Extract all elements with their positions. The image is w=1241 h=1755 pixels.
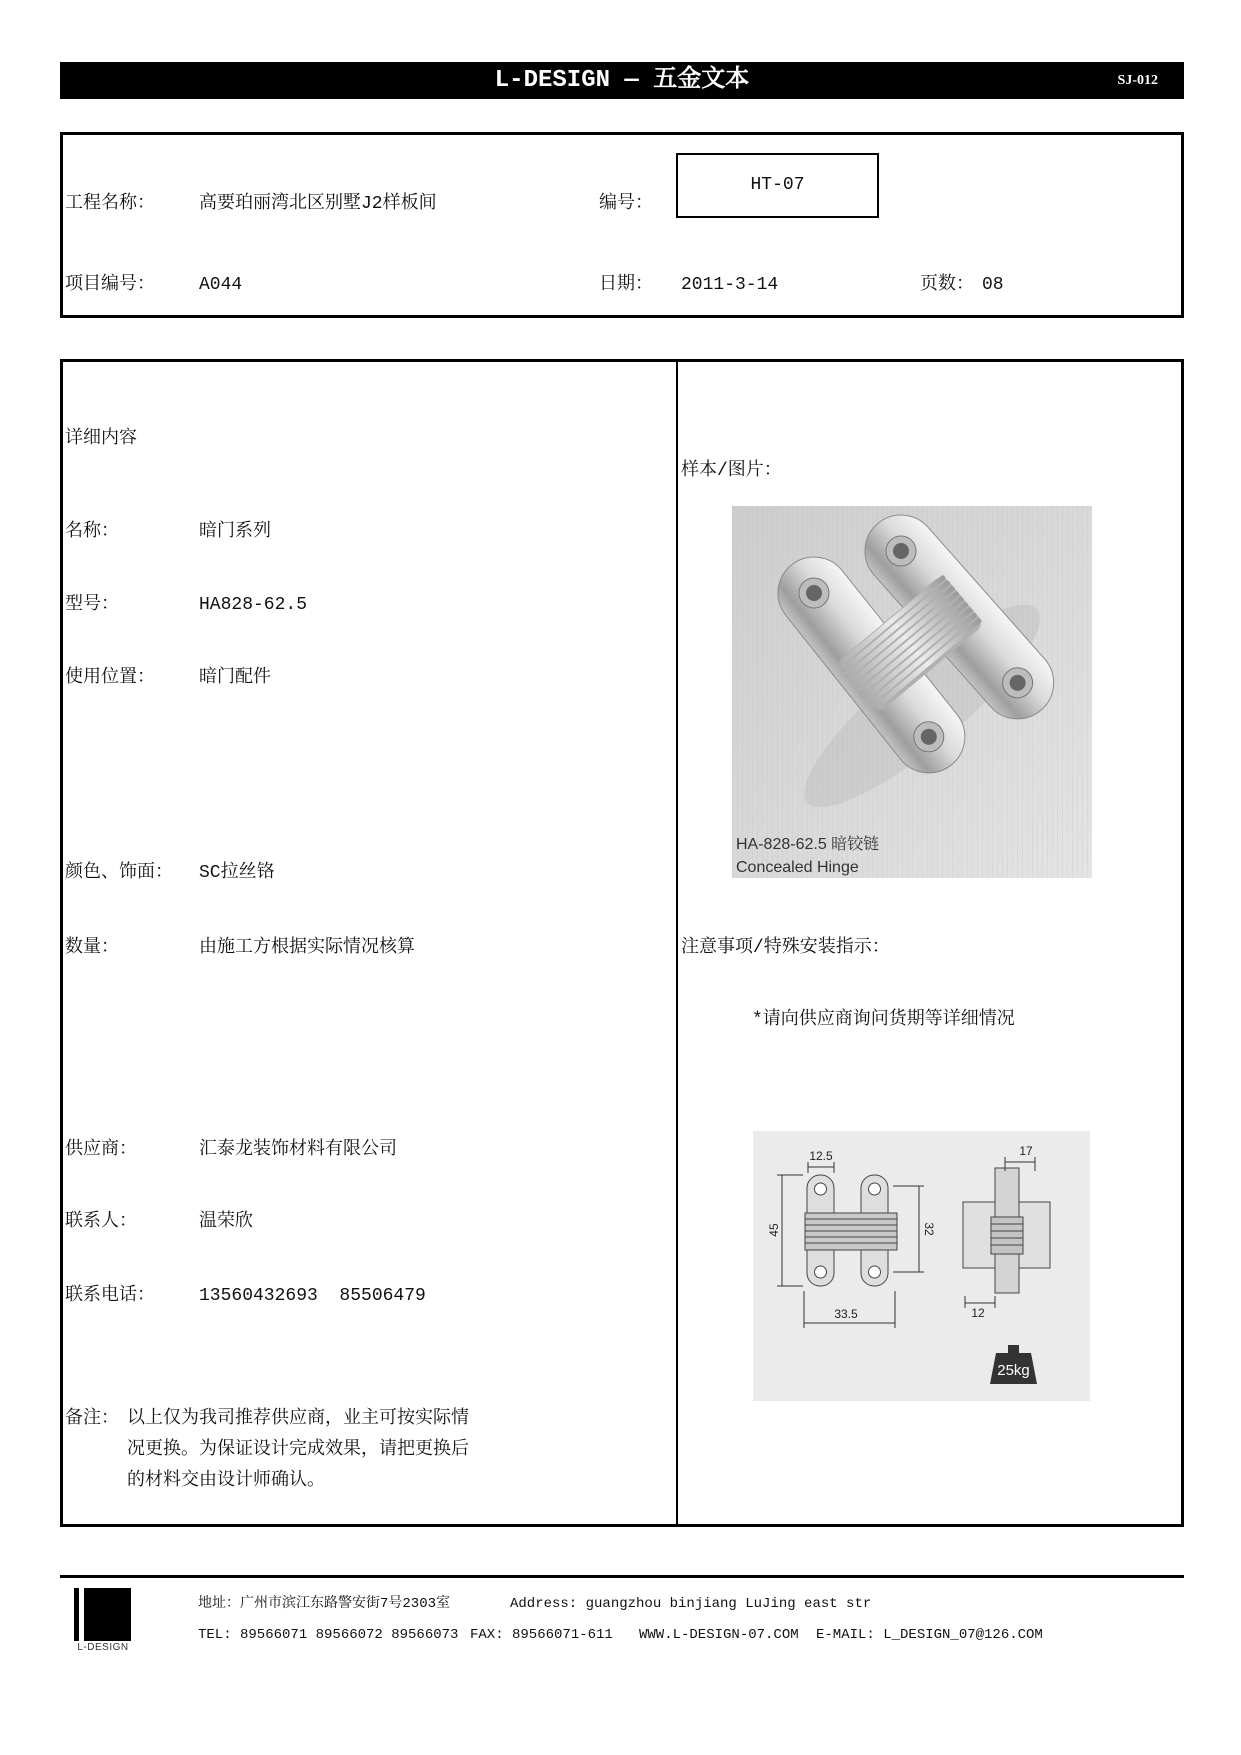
quantity-label: 数量：: [65, 938, 119, 958]
label-plate-width: 12.5: [809, 1149, 833, 1163]
supply-note: *请向供应商询问货期等详细情况: [752, 1010, 1015, 1030]
label-body-height: 32: [922, 1222, 936, 1236]
number-label: 编号：: [599, 194, 653, 214]
model-value: HA828-62.5: [199, 595, 308, 615]
logo-bar: [74, 1588, 79, 1641]
finish-value: SC拉丝铬: [199, 863, 275, 883]
detail-box: [60, 359, 1184, 1527]
finish-label: 颜色、饰面：: [65, 863, 173, 883]
notes-heading: 注意事项/特殊安装指示：: [681, 938, 890, 958]
remark-line: 以上仅为我司推荐供应商，业主可按实际情: [127, 1409, 469, 1429]
remark-label: 备注：: [65, 1409, 119, 1429]
sample-heading: 样本/图片：: [681, 461, 782, 481]
document-title: L-DESIGN — 五金文本: [494, 67, 750, 94]
label-total-height: 45: [767, 1223, 781, 1237]
pages-label: 页数：: [920, 275, 974, 295]
contact-value: 温荣欣: [199, 1212, 253, 1232]
footer-email: E-MAIL: L_DESIGN_07@126.COM: [816, 1627, 1043, 1643]
label-load: 25kg: [997, 1362, 1030, 1379]
date-value: 2011-3-14: [681, 275, 779, 295]
project-name-value: 高要珀丽湾北区别墅J2样板间: [199, 194, 437, 214]
project-info-box: [60, 132, 1184, 318]
item-name-value: 暗门系列: [199, 522, 271, 542]
dimension-drawing: [753, 1131, 1090, 1401]
project-name-label: 工程名称：: [65, 194, 155, 214]
remark-line: 的材料交由设计师确认。: [127, 1471, 325, 1491]
hinge-photo: [732, 506, 1092, 878]
footer-address-cn: 地址：广州市滨江东路警安街7号2303室: [198, 1596, 451, 1612]
contact-label: 联系人：: [65, 1212, 137, 1232]
logo-square: [84, 1588, 131, 1641]
photo-caption-name: Concealed Hinge: [736, 859, 859, 876]
number-value-box: HT-07: [676, 153, 879, 218]
project-no-value: A044: [199, 275, 243, 295]
pages-value: 08: [982, 275, 1004, 295]
footer-website: WWW.L-DESIGN-07.COM: [639, 1627, 799, 1643]
item-name-label: 名称：: [65, 522, 119, 542]
label-total-width: 33.5: [834, 1307, 858, 1321]
footer-fax: FAX: 89566071-611: [470, 1627, 613, 1643]
date-label: 日期：: [599, 275, 653, 295]
footer-rule: [60, 1575, 1184, 1578]
phone-value: 13560432693 85506479: [199, 1286, 426, 1306]
logo-text: L-DESIGN: [77, 1642, 129, 1653]
column-divider: [676, 362, 678, 1524]
remark-line: 况更换。为保证设计完成效果，请把更换后: [127, 1440, 469, 1460]
model-label: 型号：: [65, 595, 119, 615]
quantity-value: 由施工方根据实际情况核算: [199, 938, 415, 958]
details-heading: 详细内容: [65, 429, 137, 449]
footer-tel: TEL: 89566071 89566072 89566073: [198, 1627, 459, 1643]
supplier-value: 汇泰龙装饰材料有限公司: [199, 1140, 397, 1160]
footer-address-en: Address: guangzhou binjiang LuJing east str: [510, 1596, 872, 1612]
supplier-label: 供应商：: [65, 1140, 137, 1160]
document-code: SJ-012: [1117, 73, 1158, 88]
location-value: 暗门配件: [199, 668, 271, 688]
location-label: 使用位置：: [65, 668, 155, 688]
photo-caption-model: HA-828-62.5 暗铰链: [736, 836, 880, 853]
label-base-width: 12: [971, 1306, 985, 1320]
header-bar: [60, 62, 1184, 99]
project-no-label: 项目编号：: [65, 275, 155, 295]
label-side-width: 17: [1019, 1144, 1033, 1158]
phone-label: 联系电话：: [65, 1286, 155, 1306]
